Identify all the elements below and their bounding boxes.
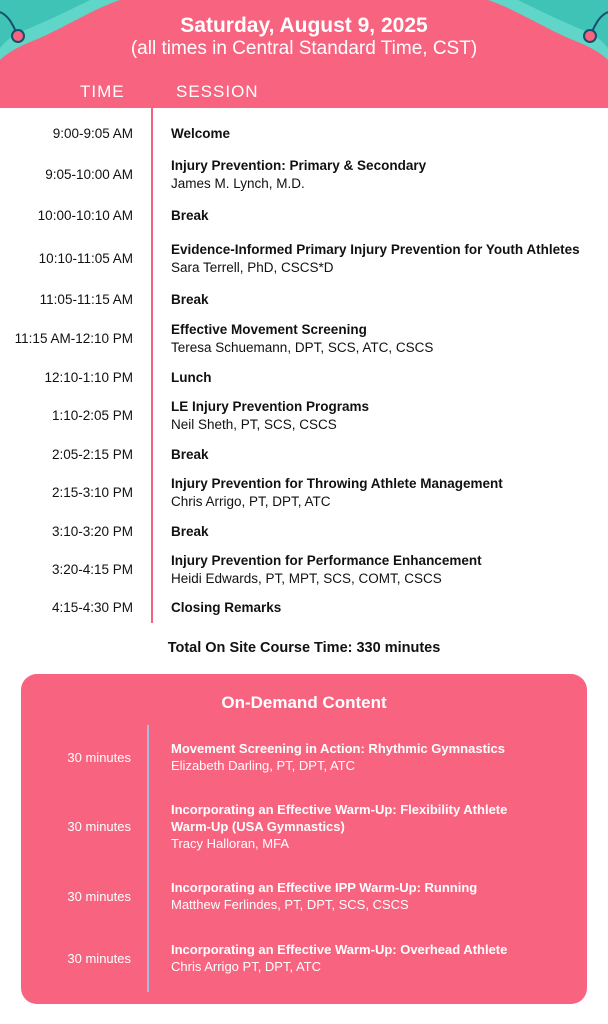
session-time: 3:10-3:20 PM (51, 524, 133, 539)
session-title: Lunch (171, 370, 212, 385)
session-time: 1:10-2:05 PM (51, 408, 133, 423)
session-title: Break (171, 292, 209, 307)
on-demand-item-title: Incorporating an Effective IPP Warm-Up: Running (171, 880, 478, 895)
session-title: LE Injury Prevention Programs (171, 399, 370, 414)
page-title: Saturday, August 9, 2025 (180, 14, 428, 37)
session-title: Welcome (171, 126, 231, 141)
total-course-time: Total On Site Course Time: 330 minutes (167, 640, 441, 656)
session-time: 9:05-10:00 AM (45, 167, 133, 182)
on-demand-title: On-Demand Content (221, 693, 387, 712)
on-demand-speaker: Matthew Ferlindes, PT, DPT, SCS, CSCS (171, 897, 409, 912)
on-demand-duration: 30 minutes (67, 750, 131, 765)
page-header (0, 0, 608, 108)
on-demand-duration: 30 minutes (67, 889, 131, 904)
session-time: 2:15-3:10 PM (51, 485, 133, 500)
session-speaker: Teresa Schuemann, DPT, SCS, ATC, CSCS (171, 340, 434, 355)
session-time: 10:00-10:10 AM (37, 208, 133, 223)
timezone-note: (all times in Central Standard Time, CST) (130, 38, 478, 59)
session-speaker: Heidi Edwards, PT, MPT, SCS, COMT, CSCS (171, 571, 442, 586)
session-speaker: Sara Terrell, PhD, CSCS*D (171, 260, 334, 275)
on-demand-item-title: Movement Screening in Action: Rhythmic Gymnastics (171, 741, 505, 756)
column-header-session: SESSION (176, 82, 259, 101)
on-demand-duration: 30 minutes (67, 819, 131, 834)
session-time: 4:15-4:30 PM (51, 600, 133, 615)
column-header-time: TIME (80, 82, 125, 101)
on-demand-duration: 30 minutes (67, 951, 131, 966)
session-title: Injury Prevention for Throwing Athlete Management (171, 476, 503, 491)
session-title: Injury Prevention: Primary & Secondary (171, 158, 427, 173)
session-title: Break (171, 208, 209, 223)
on-demand-item-title: Incorporating an Effective Warm-Up: Flexibility Athlete (171, 802, 508, 817)
session-title: Break (171, 447, 209, 462)
on-demand-divider (147, 725, 149, 992)
session-title: Injury Prevention for Performance Enhancement (171, 553, 482, 568)
session-speaker: James M. Lynch, M.D. (171, 176, 305, 191)
session-title: Effective Movement Screening (171, 322, 367, 337)
on-demand-speaker: Elizabeth Darling, PT, DPT, ATC (171, 758, 355, 773)
session-time: 11:15 AM-12:10 PM (14, 331, 133, 346)
session-time: 11:05-11:15 AM (39, 292, 133, 307)
session-speaker: Neil Sheth, PT, SCS, CSCS (171, 417, 337, 432)
session-time: 2:05-2:15 PM (51, 447, 133, 462)
on-demand-speaker: Chris Arrigo PT, DPT, ATC (171, 959, 322, 974)
on-demand-panel (21, 674, 587, 1004)
on-demand-item-title: Incorporating an Effective Warm-Up: Overhead Athlete (171, 942, 508, 957)
session-title: Closing Remarks (171, 600, 282, 615)
on-demand-item-title: Warm-Up (USA Gymnastics) (171, 819, 345, 834)
session-time: 10:10-11:05 AM (38, 251, 133, 266)
session-time: 9:00-9:05 AM (52, 126, 133, 141)
session-time: 12:10-1:10 PM (44, 370, 133, 385)
schedule-divider (151, 108, 153, 623)
session-time: 3:20-4:15 PM (51, 562, 133, 577)
on-demand-speaker: Tracy Halloran, MFA (171, 836, 289, 851)
session-title: Evidence-Informed Primary Injury Prevention for Youth Athletes (171, 242, 580, 257)
session-speaker: Chris Arrigo, PT, DPT, ATC (171, 494, 331, 509)
session-title: Break (171, 524, 209, 539)
